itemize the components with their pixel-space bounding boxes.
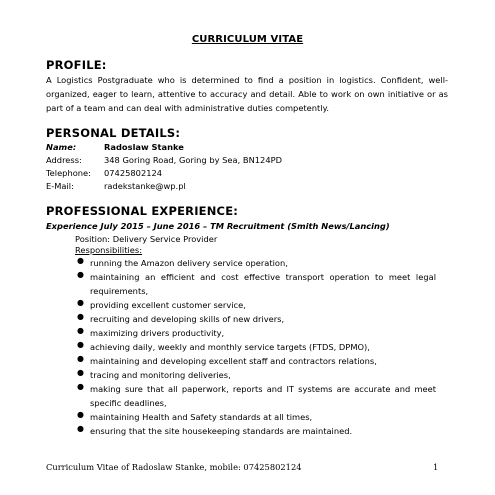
list-item	[0, 256, 495, 270]
bullet-dot-icon: ●	[77, 368, 84, 377]
page-number: 1	[433, 462, 439, 472]
personal-details-heading: PERSONAL DETAILS:	[46, 126, 181, 140]
list-item	[0, 410, 495, 424]
bullet-dot-icon: ●	[77, 298, 84, 307]
page-footer: Curriculum Vitae of Radoslaw Stanke, mobile: 07425802124	[46, 462, 302, 472]
list-item	[0, 326, 495, 340]
bullet-dot-icon: ●	[77, 410, 84, 419]
experience-heading: PROFESSIONAL EXPERIENCE:	[46, 204, 239, 218]
address-value: 348 Goring Road, Goring by Sea, BN124PD	[104, 155, 283, 165]
bullet-dot-icon: ●	[77, 312, 84, 321]
email-label: E-Mail:	[46, 181, 74, 191]
list-item	[0, 354, 495, 368]
list-item-text: achieving daily, weekly and monthly service targets (FTDS, DPMO),	[90, 342, 370, 352]
profile-text: A Logistics Postgraduate who is determined to find a position in logistics. Confident, well-organized, eager to learn, attentive to accuracy and detail. Able to work on own initiative or as part of a team and can deal with administrative duties competently.	[46, 75, 448, 113]
list-item	[0, 424, 495, 438]
list-item-text: maintaining Health and Safety standards at all times,	[90, 412, 313, 422]
list-item	[0, 368, 495, 382]
list-item-text: providing excellent customer service,	[90, 300, 246, 310]
list-item-text: making sure that all paperwork, reports and IT systems are accurate and meet specific deadlines,	[90, 384, 436, 408]
position-text: Position: Delivery Service Provider	[75, 234, 218, 244]
responsibilities-label: Responsibilities:	[75, 245, 143, 255]
list-item	[0, 340, 495, 354]
list-item-text: running the Amazon delivery service operation,	[90, 258, 288, 268]
list-item-text: maintaining an efficient and cost effective transport operation to meet legal requirements,	[90, 272, 436, 296]
bullet-dot-icon: ●	[77, 382, 84, 391]
list-item-text: recruiting and developing skills of new drivers,	[90, 314, 285, 324]
list-item-text: tracing and monitoring deliveries,	[90, 370, 231, 380]
responsibilities-list	[0, 256, 495, 438]
list-item	[0, 298, 495, 312]
profile-heading: PROFILE:	[46, 58, 107, 72]
bullet-dot-icon: ●	[77, 256, 84, 265]
telephone-value: 07425802124	[104, 168, 163, 178]
list-item	[0, 312, 495, 326]
document-title: CURRICULUM VITAE	[191, 34, 304, 45]
bullet-dot-icon: ●	[77, 354, 84, 363]
list-item-text: ensuring that the site housekeeping standards are maintained.	[90, 426, 353, 436]
telephone-label: Telephone:	[46, 168, 91, 178]
list-item-text: maintaining and developing excellent staff and contractors relations,	[90, 356, 377, 366]
list-item-text: maximizing drivers productivity,	[90, 328, 225, 338]
list-item	[0, 382, 495, 410]
experience-entry-title: Experience July 2015 – June 2016 – TM Recruitment (Smith News/Lancing)	[46, 221, 390, 231]
name-value: Radoslaw Stanke	[104, 142, 184, 152]
bullet-dot-icon: ●	[77, 270, 84, 279]
bullet-dot-icon: ●	[77, 326, 84, 335]
address-label: Address:	[46, 155, 82, 165]
email-value[interactable]: radekstanke@wp.pl	[104, 181, 186, 191]
bullet-dot-icon: ●	[77, 340, 84, 349]
name-label: Name:	[46, 142, 77, 152]
list-item	[0, 270, 495, 298]
bullet-dot-icon: ●	[77, 424, 84, 433]
